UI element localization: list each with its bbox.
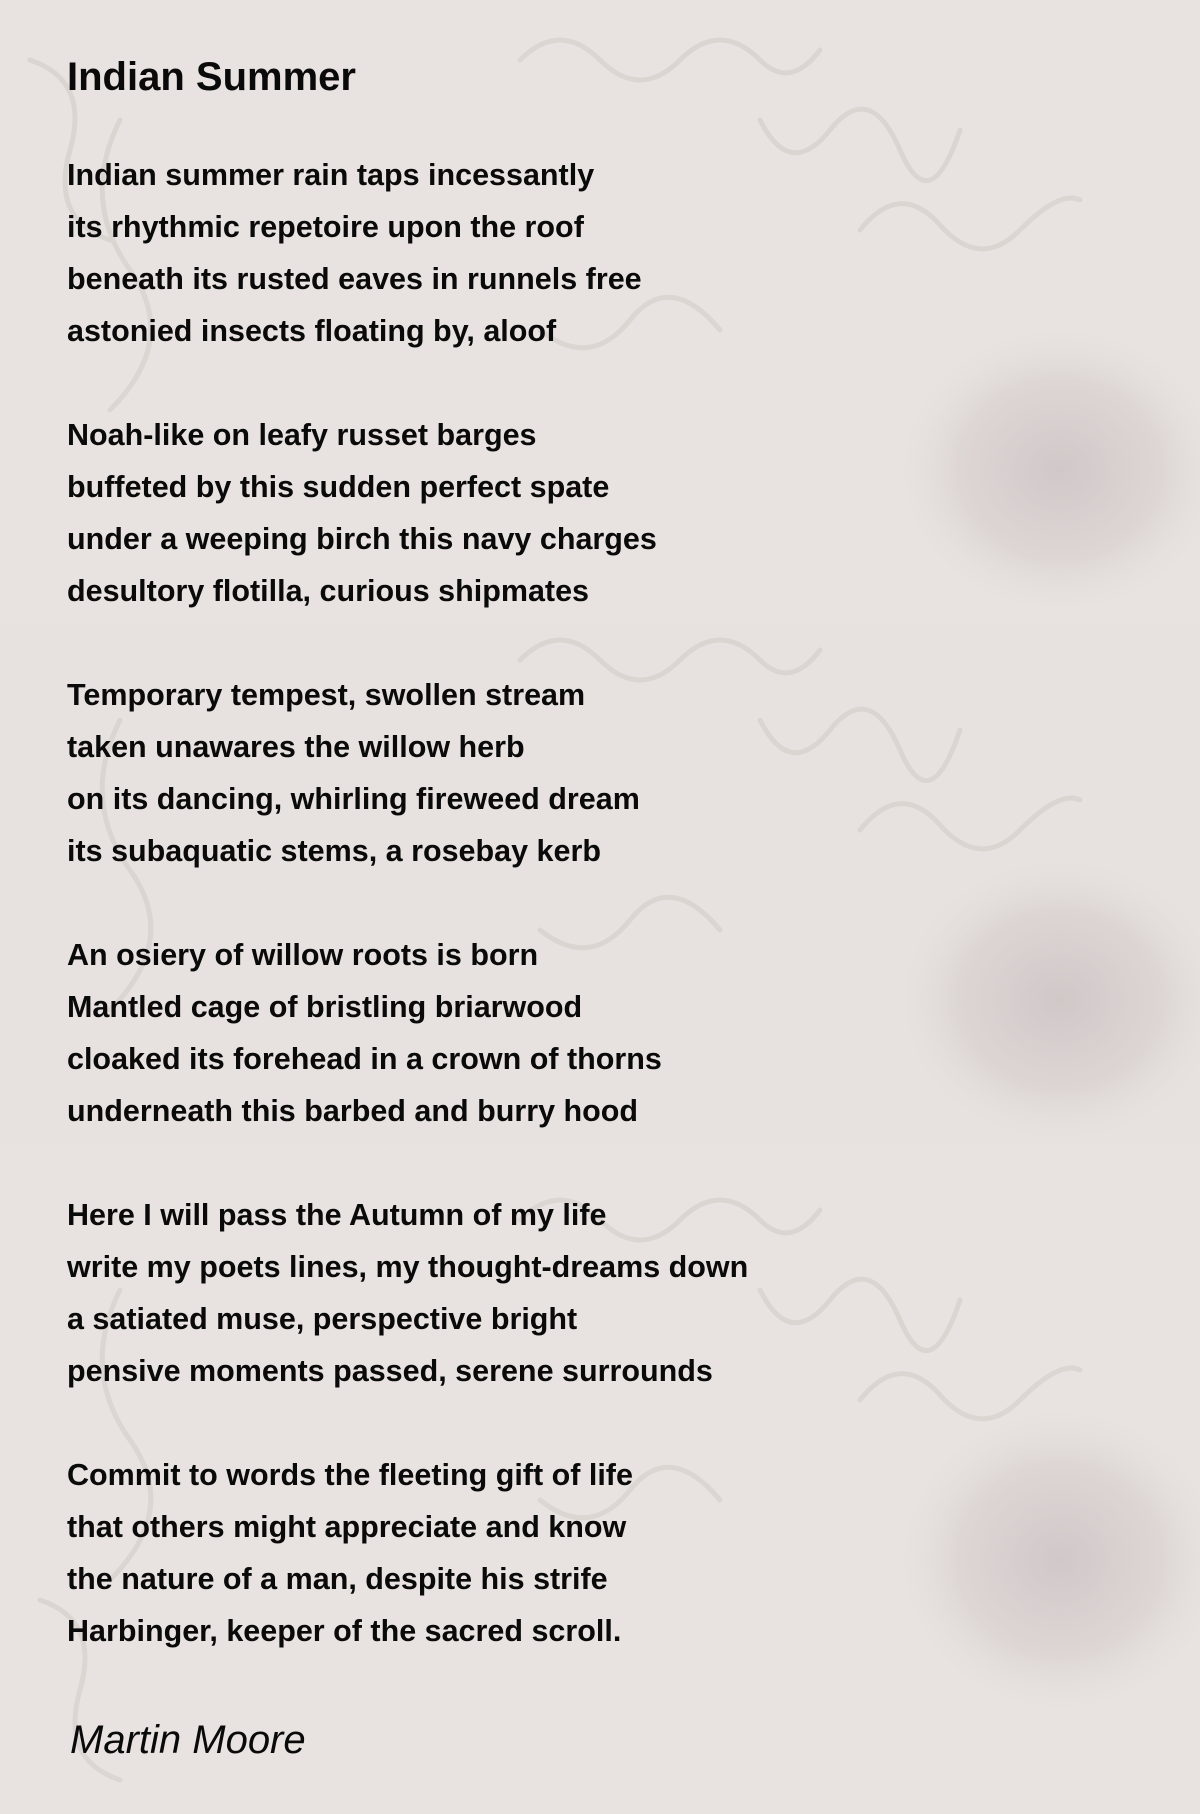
stanza-5 — [67, 1189, 748, 1397]
poem-line: An osiery of willow roots is born — [67, 938, 539, 972]
poem-line: write my poets lines, my thought-dreams down — [67, 1250, 749, 1284]
poem-line: Mantled cage of bristling briarwood — [67, 990, 583, 1024]
poem-line: its subaquatic stems, a rosebay kerb — [67, 834, 601, 868]
poem-title: Indian Summer — [67, 55, 356, 99]
poem-line: the nature of a man, despite his strife — [67, 1562, 608, 1596]
poem-line: Here I will pass the Autumn of my life — [67, 1198, 607, 1232]
poem-line: Harbinger, keeper of the sacred scroll. — [67, 1614, 622, 1648]
poem-line: Temporary tempest, swollen stream — [67, 678, 586, 712]
stanza-1 — [67, 149, 642, 357]
poem-line: Indian summer rain taps incessantly — [67, 158, 595, 192]
poem-line: that others might appreciate and know — [67, 1510, 627, 1544]
stanza-2 — [67, 409, 657, 617]
poem-line: its rhythmic repetoire upon the roof — [67, 210, 584, 244]
poem-line: pensive moments passed, serene surrounds — [67, 1354, 713, 1388]
poem-line: Noah-like on leafy russet barges — [67, 418, 537, 452]
stanza-4 — [67, 929, 662, 1137]
poem-line: on its dancing, whirling fireweed dream — [67, 782, 640, 816]
poem-line: under a weeping birch this navy charges — [67, 522, 657, 556]
poem-line: cloaked its forehead in a crown of thorns — [67, 1042, 662, 1076]
poem-author: Martin Moore — [70, 1718, 306, 1762]
stanza-3 — [67, 669, 640, 877]
poem-line: desultory flotilla, curious shipmates — [67, 574, 589, 608]
poem-line: underneath this barbed and burry hood — [67, 1094, 639, 1128]
poem-line: Commit to words the fleeting gift of life — [67, 1458, 633, 1492]
poem-line: astonied insects floating by, aloof — [67, 314, 557, 348]
poem-line: buffeted by this sudden perfect spate — [67, 470, 610, 504]
poem-line: a satiated muse, perspective bright — [67, 1302, 578, 1336]
poem-line: taken unawares the willow herb — [67, 730, 525, 764]
stanza-6 — [67, 1449, 633, 1657]
poem-line: beneath its rusted eaves in runnels free — [67, 262, 642, 296]
